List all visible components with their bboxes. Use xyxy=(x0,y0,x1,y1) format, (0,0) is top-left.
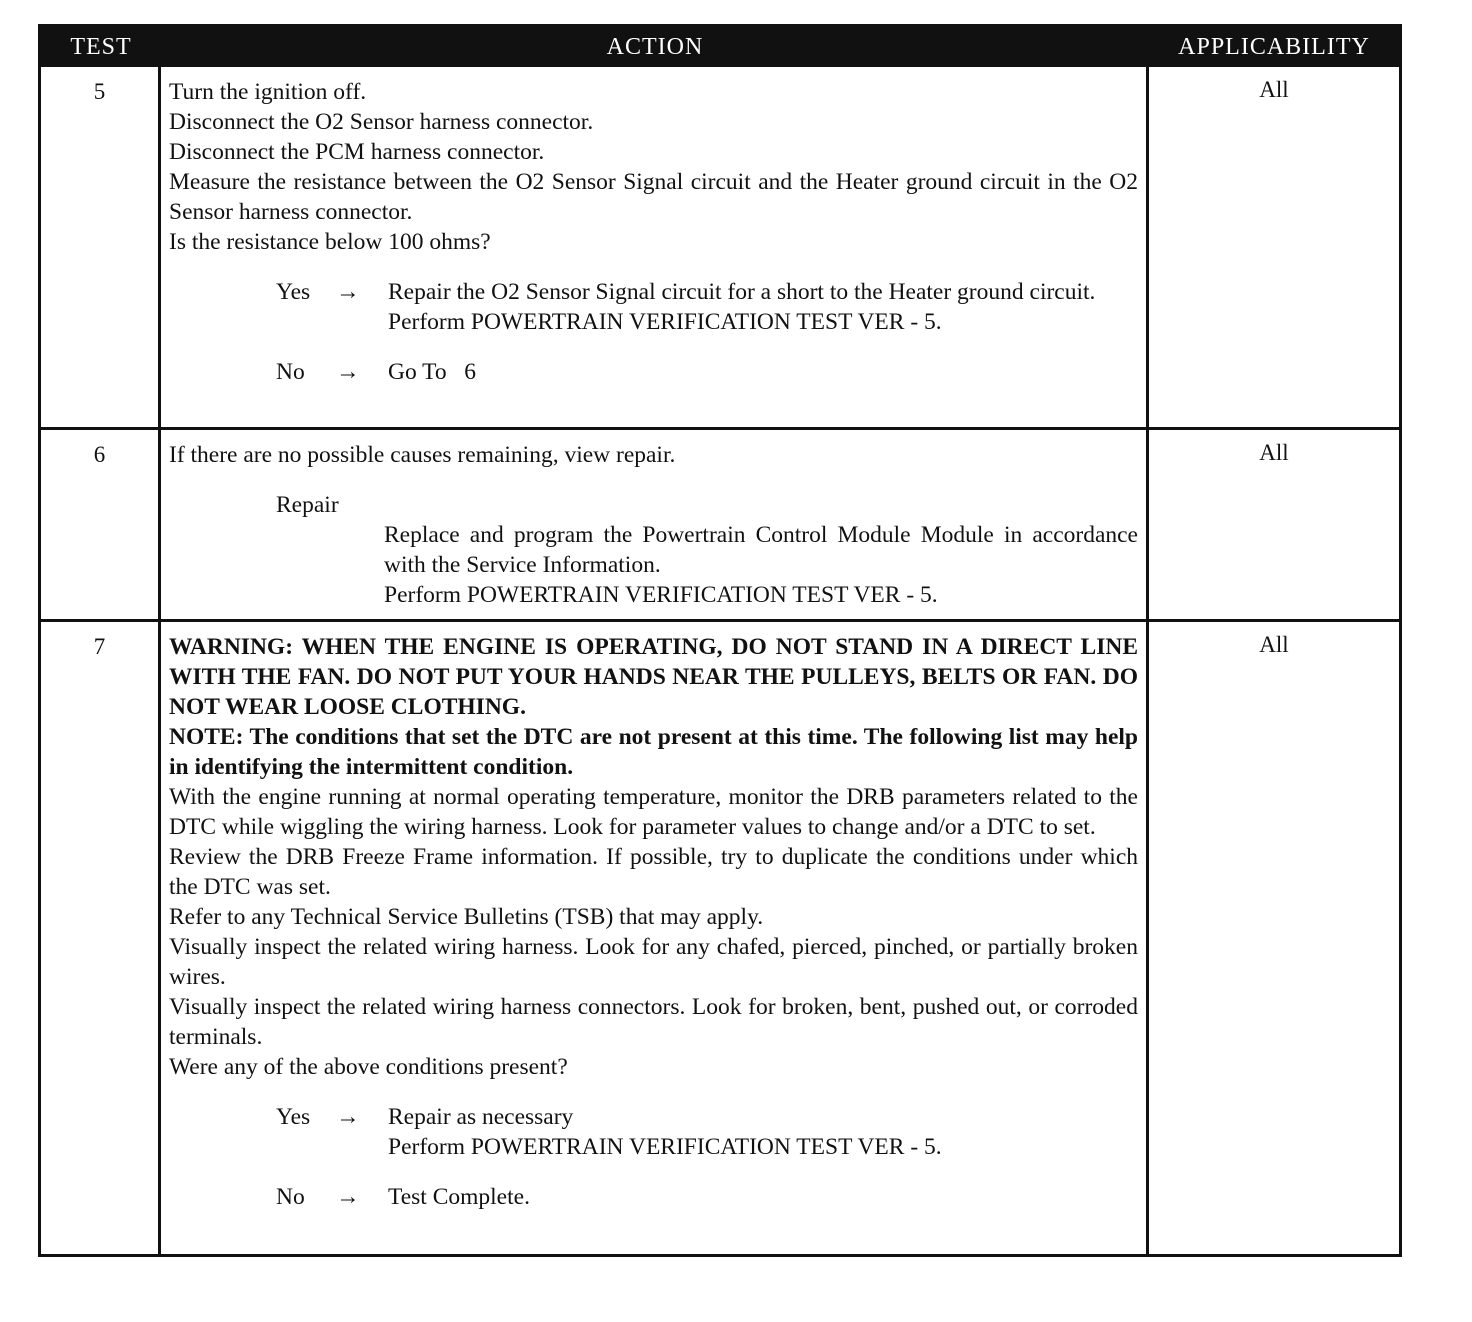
no-label: No xyxy=(276,359,305,385)
outcome-line: Perform POWERTRAIN VERIFICATION TEST VER - 5. xyxy=(388,1134,942,1160)
action-cell xyxy=(161,622,1149,1254)
action-line: Visually inspect the related wiring harness. Look for any chafed, pierced, pinched, or partially broken wires. xyxy=(169,934,1138,990)
no-outcome: Go To 6 xyxy=(388,359,477,385)
yes-branch xyxy=(276,277,1138,337)
no-branch xyxy=(276,357,1138,387)
action-line: Review the DRB Freeze Frame information. If possible, try to duplicate the conditions under which the DTC was set. xyxy=(169,844,1138,900)
outcome-line: Repair the O2 Sensor Signal circuit for a short to the Heater ground circuit. xyxy=(388,279,1096,305)
header-action: ACTION xyxy=(606,33,704,60)
action-line: If there are no possible causes remaining, view repair. xyxy=(169,442,676,468)
yes-branch xyxy=(276,1102,1138,1162)
action-line: Disconnect the O2 Sensor harness connector. xyxy=(169,109,594,135)
diagnostic-test-table xyxy=(38,24,1402,1257)
test-number: 6 xyxy=(41,430,161,619)
repair-line: Perform POWERTRAIN VERIFICATION TEST VER - 5. xyxy=(384,582,938,608)
no-branch xyxy=(276,1182,1138,1212)
applicability-cell: All xyxy=(1259,77,1289,102)
outcome-line: Repair as necessary xyxy=(388,1104,574,1130)
arrow-right-icon: → xyxy=(336,1104,360,1130)
table-row-test-5 xyxy=(41,67,1399,427)
action-line: Is the resistance below 100 ohms? xyxy=(169,229,491,255)
note-text: NOTE: The conditions that set the DTC are not present at this time. The following list may help in identifying the intermittent condition. xyxy=(169,724,1138,780)
table-header xyxy=(41,27,1399,67)
yes-label: Yes xyxy=(276,1104,311,1130)
warning-text: WARNING: WHEN THE ENGINE IS OPERATING, DO NOT STAND IN A DIRECT LINE WITH THE FAN. DO NOT PUT YOUR HANDS NEAR THE PULLEYS, BELTS OR FAN. DO NOT WEAR LOOSE CLOTHING. xyxy=(169,634,1138,720)
outcome-line: Perform POWERTRAIN VERIFICATION TEST VER - 5. xyxy=(388,309,942,335)
action-line: Were any of the above conditions present? xyxy=(169,1054,568,1080)
table-row-test-7 xyxy=(41,619,1399,1254)
test-number: 5 xyxy=(41,67,161,427)
table-row-test-6 xyxy=(41,427,1399,619)
action-cell xyxy=(161,67,1149,427)
yes-outcome xyxy=(388,277,1138,337)
yes-label: Yes xyxy=(276,279,311,305)
no-outcome: Test Complete. xyxy=(388,1184,530,1210)
arrow-right-icon: → xyxy=(336,1184,360,1210)
repair-body xyxy=(384,520,1138,610)
repair-line: Replace and program the Powertrain Control Module Module in accordance with the Service Information. xyxy=(384,522,1138,578)
action-cell xyxy=(161,430,1149,619)
applicability-cell: All xyxy=(1259,632,1289,657)
no-label: No xyxy=(276,1184,305,1210)
repair-block xyxy=(169,490,1138,610)
applicability-cell: All xyxy=(1259,440,1289,465)
header-test: TEST xyxy=(70,33,132,60)
action-line: Disconnect the PCM harness connector. xyxy=(169,139,545,165)
action-line: Measure the resistance between the O2 Sensor Signal circuit and the Heater ground circuit in the O2 Sensor harness connector. xyxy=(169,169,1138,225)
yes-outcome xyxy=(388,1102,1138,1162)
arrow-right-icon: → xyxy=(336,359,360,385)
action-line: Refer to any Technical Service Bulletins (TSB) that may apply. xyxy=(169,904,764,930)
action-line: Turn the ignition off. xyxy=(169,79,367,105)
repair-label: Repair xyxy=(276,492,339,518)
test-number: 7 xyxy=(41,622,161,1254)
action-line: Visually inspect the related wiring harness connectors. Look for broken, bent, pushed out, or corroded terminals. xyxy=(169,994,1138,1050)
header-applicability: APPLICABILITY xyxy=(1178,33,1370,60)
action-line: With the engine running at normal operating temperature, monitor the DRB parameters related to the DTC while wiggling the wiring harness. Look for parameter values to change and/or a DTC to set. xyxy=(169,784,1138,840)
arrow-right-icon: → xyxy=(336,279,360,305)
